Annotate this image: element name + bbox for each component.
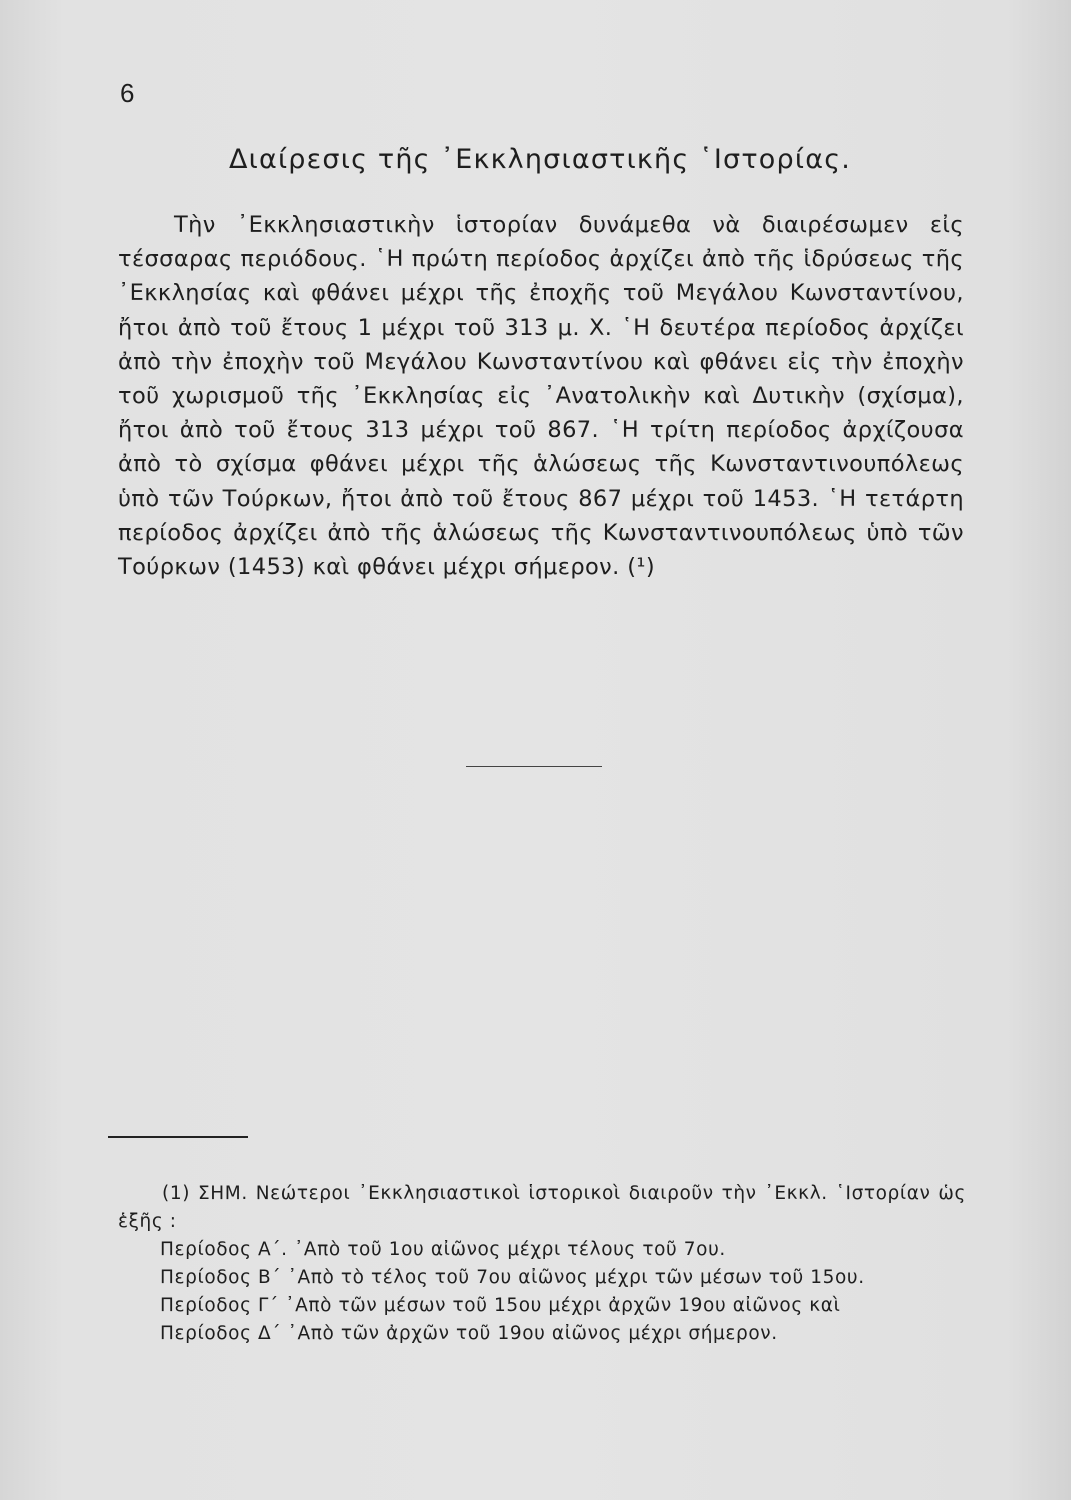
page-number: 6: [120, 78, 135, 108]
footnote-period-item: Περίοδος Δ΄ ᾿Απὸ τῶν ἀρχῶν τοῦ 19ου αἰῶνος μέχρι σήμερον.: [160, 1323, 778, 1344]
body-paragraph: Τὴν ᾿Εκκλησιαστικὴν ἱστορίαν δυνάμεθα νὰ διαιρέσωμεν εἰς τέσσαρας περιόδους. ῾Η πρώτη περίοδος ἀρχίζει ἀπὸ τῆς ἱδρύσεως τῆς ᾿Εκκλησίας καὶ φθάνει μέχρι τῆς ἐποχῆς τοῦ Μεγάλου Κωνσταντίνου, ἤτοι ἀπὸ τοῦ ἔτους 1 μέχρι τοῦ 313 μ. Χ. ῾Η δευτέρα περίοδος ἀρχίζει ἀπὸ τὴν ἐποχὴν τοῦ Μεγάλου Κωνσταντίνου καὶ φθάνει εἰς τὴν ἐποχὴν τοῦ χωρισμοῦ τῆς ᾿Εκκλησίας εἰς ᾿Ανατολικὴν καὶ Δυτικὴν (σχίσμα), ἤτοι ἀπὸ τοῦ ἔτους 313 μέχρι τοῦ 867. ῾Η τρίτη περίοδος ἀρχίζουσα ἀπὸ τὸ σχίσμα φθάνει μέχρι τῆς ἁλώσεως τῆς Κωνσταντινουπόλεως ὑπὸ τῶν Τούρκων, ἤτοι ἀπὸ τοῦ ἔτους 867 μέχρι τοῦ 1453. ῾Η τετάρτη περίοδος ἀρχίζει ἀπὸ τῆς ἁλώσεως τῆς Κωνσταντινουπόλεως ὑπὸ τῶν Τούρκων (1453) καὶ φθάνει μέχρι σήμερον. (¹): [118, 212, 964, 581]
footnote-period-item: Περίοδος Β΄ ᾿Απὸ τὸ τέλος τοῦ 7ου αἰῶνος μέχρι τῶν μέσων τοῦ 15ου.: [160, 1267, 865, 1288]
chapter-title: Διαίρεσις τῆς ᾿Εκκλησιαστικῆς ῾Ιστορίας.: [228, 144, 852, 175]
footnote-intro: (1) ΣΗΜ. Νεώτεροι ᾿Εκκλησιαστικοὶ ἱστορικοὶ διαιροῦν τὴν ᾿Εκκλ. ῾Ιστορίαν ὡς ἑξῆς :: [118, 1183, 966, 1232]
footnote-block: [118, 1180, 966, 1348]
footnote-period-item: Περίοδος Γ΄ ᾿Απὸ τῶν μέσων τοῦ 15ου μέχρι ἀρχῶν 19ου αἰῶνος καὶ: [160, 1295, 841, 1316]
footnote-period-item: Περίοδος Α΄. ᾿Απὸ τοῦ 1ου αἰῶνος μέχρι τέλους τοῦ 7ου.: [160, 1239, 726, 1260]
footnote-separator: [108, 1136, 248, 1138]
section-divider: [466, 766, 602, 767]
footnote-period-list: [118, 1236, 966, 1348]
